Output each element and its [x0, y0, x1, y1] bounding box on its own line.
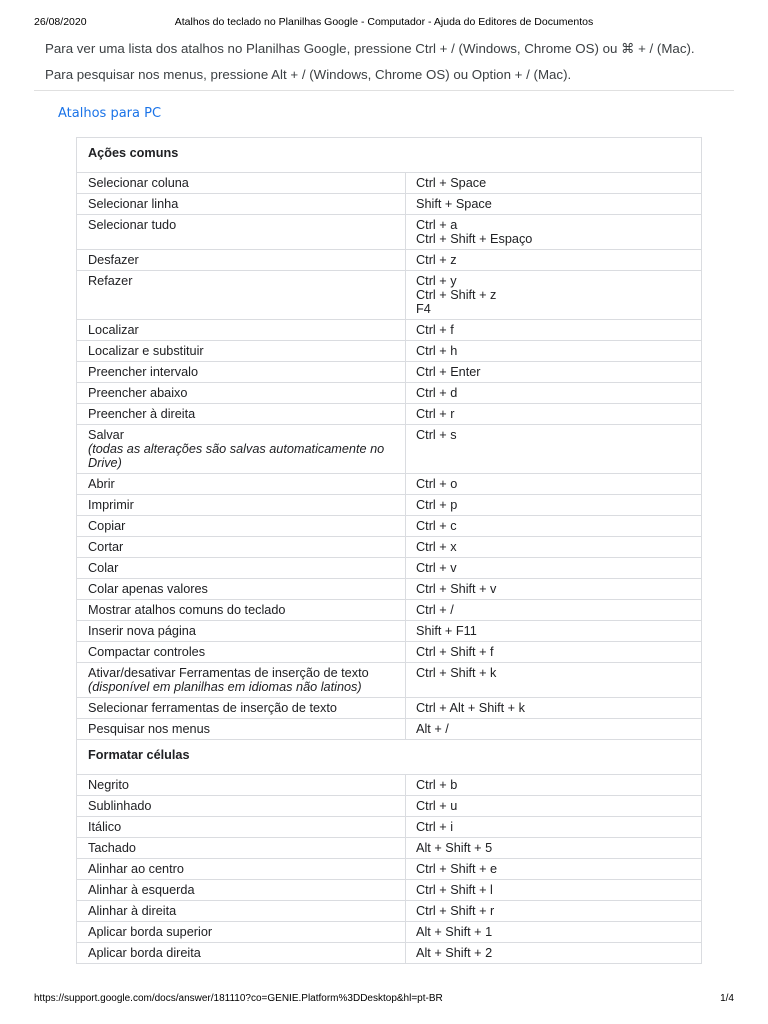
action-cell [77, 838, 406, 859]
keys-cell [406, 621, 702, 642]
intro-text [45, 40, 705, 92]
key-combo: Alt + Shift + 1 [416, 925, 493, 939]
key-combo: Ctrl + h [416, 344, 458, 358]
table-row [77, 859, 702, 880]
table-row [77, 922, 702, 943]
keys-cell [406, 558, 702, 579]
print-footer [34, 993, 734, 1007]
action-cell [77, 537, 406, 558]
action-label: Itálico [88, 820, 122, 834]
table-row [77, 537, 702, 558]
section-header-row [77, 138, 702, 173]
table-row [77, 698, 702, 719]
action-cell [77, 600, 406, 621]
key-combo: F4 [416, 302, 431, 316]
action-label: Sublinhado [88, 799, 152, 813]
keys-cell [406, 194, 702, 215]
keys-cell [406, 642, 702, 663]
action-cell [77, 698, 406, 719]
key-combo: Ctrl + i [416, 820, 454, 834]
keys-cell [406, 404, 702, 425]
action-cell [77, 621, 406, 642]
action-label: Localizar e substituir [88, 344, 204, 358]
table-row [77, 516, 702, 537]
keys-cell [406, 880, 702, 901]
table-row [77, 817, 702, 838]
action-note: (todas as alterações são salvas automaticamente no Drive) [88, 442, 385, 470]
keys-cell [406, 271, 702, 320]
key-combo: Ctrl + d [416, 386, 458, 400]
table-row [77, 173, 702, 194]
print-page-title: Atalhos do teclado no Planilhas Google - Computador - Ajuda do Editores de Documentos [174, 16, 594, 28]
key-combo: Alt + Shift + 2 [416, 946, 493, 960]
print-url: https://support.google.com/docs/answer/181110?co=GENIE.Platform%3DDesktop&hl=pt-BR [34, 993, 443, 1004]
action-cell [77, 250, 406, 271]
action-cell [77, 558, 406, 579]
action-cell [77, 796, 406, 817]
action-cell [77, 474, 406, 495]
action-label: Colar apenas valores [88, 582, 208, 596]
key-combo: Ctrl + / [416, 603, 454, 617]
keys-cell [406, 341, 702, 362]
action-cell [77, 817, 406, 838]
action-label: Tachado [88, 841, 136, 855]
action-label: Alinhar ao centro [88, 862, 184, 876]
keys-cell [406, 516, 702, 537]
keys-cell [406, 600, 702, 621]
action-label: Aplicar borda superior [88, 925, 213, 939]
shortcuts-table [76, 137, 702, 964]
key-combo: Ctrl + Shift + k [416, 666, 497, 680]
keys-cell [406, 537, 702, 558]
table-row [77, 341, 702, 362]
keys-cell [406, 579, 702, 600]
key-combo: Ctrl + v [416, 561, 457, 575]
key-combo: Ctrl + x [416, 540, 457, 554]
action-cell [77, 880, 406, 901]
table-row [77, 621, 702, 642]
action-label: Pesquisar nos menus [88, 722, 211, 736]
action-cell [77, 320, 406, 341]
table-row [77, 194, 702, 215]
key-combo: Ctrl + s [416, 428, 457, 442]
keys-cell [406, 495, 702, 516]
action-label: Selecionar tudo [88, 218, 177, 232]
key-combo: Ctrl + p [416, 498, 458, 512]
action-cell [77, 922, 406, 943]
action-cell [77, 383, 406, 404]
table-row [77, 215, 702, 250]
print-header [34, 16, 734, 30]
pc-shortcuts-link[interactable]: Atalhos para PC [58, 106, 162, 121]
action-cell [77, 663, 406, 698]
key-combo: Ctrl + Shift + e [416, 862, 498, 876]
key-combo: Ctrl + u [416, 799, 458, 813]
keys-cell [406, 215, 702, 250]
section-title: Ações comuns [77, 138, 702, 173]
section-title: Formatar células [77, 740, 702, 775]
intro-line-shortcuts-list: Para ver uma lista dos atalhos no Planilhas Google, pressione Ctrl + / (Windows, Chrome OS) ou ⌘ + / (Mac). [45, 41, 695, 56]
keys-cell [406, 838, 702, 859]
action-label: Colar [88, 561, 119, 575]
keys-cell [406, 250, 702, 271]
table-row [77, 474, 702, 495]
table-row [77, 663, 702, 698]
keys-cell [406, 698, 702, 719]
action-cell [77, 859, 406, 880]
action-label: Preencher à direita [88, 407, 196, 421]
table-row [77, 880, 702, 901]
table-row [77, 250, 702, 271]
table-row [77, 320, 702, 341]
action-label: Inserir nova página [88, 624, 196, 638]
action-label: Salvar [88, 428, 124, 442]
action-label: Ativar/desativar Ferramentas de inserção de texto [88, 666, 369, 680]
keys-cell [406, 775, 702, 796]
keys-cell [406, 719, 702, 740]
key-combo: Ctrl + Shift + r [416, 904, 495, 918]
action-label: Abrir [88, 477, 115, 491]
action-label: Cortar [88, 540, 124, 554]
action-label: Mostrar atalhos comuns do teclado [88, 603, 286, 617]
action-cell [77, 943, 406, 964]
table-row [77, 558, 702, 579]
keys-cell [406, 362, 702, 383]
table-row [77, 775, 702, 796]
keys-cell [406, 817, 702, 838]
table-row [77, 719, 702, 740]
action-label: Preencher abaixo [88, 386, 188, 400]
keys-cell [406, 173, 702, 194]
keys-cell [406, 474, 702, 495]
page-number: 1/4 [720, 993, 734, 1004]
key-combo: Ctrl + b [416, 778, 458, 792]
keys-cell [406, 796, 702, 817]
key-combo: Ctrl + f [416, 323, 454, 337]
action-label: Selecionar linha [88, 197, 179, 211]
keys-cell [406, 859, 702, 880]
action-label: Aplicar borda direita [88, 946, 201, 960]
table-row [77, 796, 702, 817]
action-label: Localizar [88, 323, 139, 337]
action-cell [77, 194, 406, 215]
keys-cell [406, 663, 702, 698]
action-label: Copiar [88, 519, 126, 533]
table-row [77, 362, 702, 383]
key-combo: Ctrl + Shift + v [416, 582, 497, 596]
table-row [77, 404, 702, 425]
keys-cell [406, 425, 702, 474]
action-cell [77, 495, 406, 516]
key-combo: Alt + Shift + 5 [416, 841, 493, 855]
table-row [77, 901, 702, 922]
table-row [77, 579, 702, 600]
table-row [77, 642, 702, 663]
action-label: Selecionar coluna [88, 176, 189, 190]
key-combo: Ctrl + Enter [416, 365, 481, 379]
table-row [77, 600, 702, 621]
keys-cell [406, 901, 702, 922]
action-label: Imprimir [88, 498, 134, 512]
key-combo: Ctrl + o [416, 477, 458, 491]
table-row [77, 425, 702, 474]
key-combo: Ctrl + Space [416, 176, 487, 190]
keys-cell [406, 922, 702, 943]
action-label: Preencher intervalo [88, 365, 199, 379]
table-row [77, 838, 702, 859]
action-cell [77, 516, 406, 537]
action-cell [77, 362, 406, 383]
key-combo: Ctrl + Shift + l [416, 883, 493, 897]
key-combo: Ctrl + z [416, 253, 457, 267]
table-row [77, 495, 702, 516]
divider [34, 90, 734, 91]
action-cell [77, 173, 406, 194]
action-cell [77, 425, 406, 474]
action-label: Compactar controles [88, 645, 206, 659]
table-row [77, 271, 702, 320]
action-note: (disponível em planilhas em idiomas não latinos) [88, 680, 362, 694]
action-label: Alinhar à direita [88, 904, 177, 918]
action-cell [77, 215, 406, 250]
action-cell [77, 404, 406, 425]
key-combo: Ctrl + Shift + z [416, 288, 497, 302]
key-combo: Ctrl + r [416, 407, 455, 421]
keys-cell [406, 320, 702, 341]
key-combo: Ctrl + c [416, 519, 457, 533]
key-combo: Shift + Space [416, 197, 492, 211]
action-cell [77, 901, 406, 922]
key-combo: Ctrl + Alt + Shift + k [416, 701, 525, 715]
action-cell [77, 579, 406, 600]
key-combo: Ctrl + y [416, 274, 457, 288]
action-cell [77, 341, 406, 362]
key-combo: Ctrl + Shift + f [416, 645, 494, 659]
action-cell [77, 642, 406, 663]
action-cell [77, 271, 406, 320]
action-label: Selecionar ferramentas de inserção de texto [88, 701, 337, 715]
table-row [77, 383, 702, 404]
keys-cell [406, 383, 702, 404]
section-header-row [77, 740, 702, 775]
print-date: 26/08/2020 [34, 16, 87, 28]
action-label: Negrito [88, 778, 129, 792]
action-cell [77, 775, 406, 796]
action-label: Desfazer [88, 253, 139, 267]
shortcuts-table-body [77, 138, 702, 964]
action-label: Alinhar à esquerda [88, 883, 195, 897]
action-label: Refazer [88, 274, 133, 288]
key-combo: Ctrl + Shift + Espaço [416, 232, 533, 246]
action-cell [77, 719, 406, 740]
intro-line-search-menus: Para pesquisar nos menus, pressione Alt + / (Windows, Chrome OS) ou Option + / (Mac). [45, 67, 572, 82]
keys-cell [406, 943, 702, 964]
key-combo: Shift + F11 [416, 624, 477, 638]
table-row [77, 943, 702, 964]
key-combo: Ctrl + a [416, 218, 458, 232]
key-combo: Alt + / [416, 722, 449, 736]
